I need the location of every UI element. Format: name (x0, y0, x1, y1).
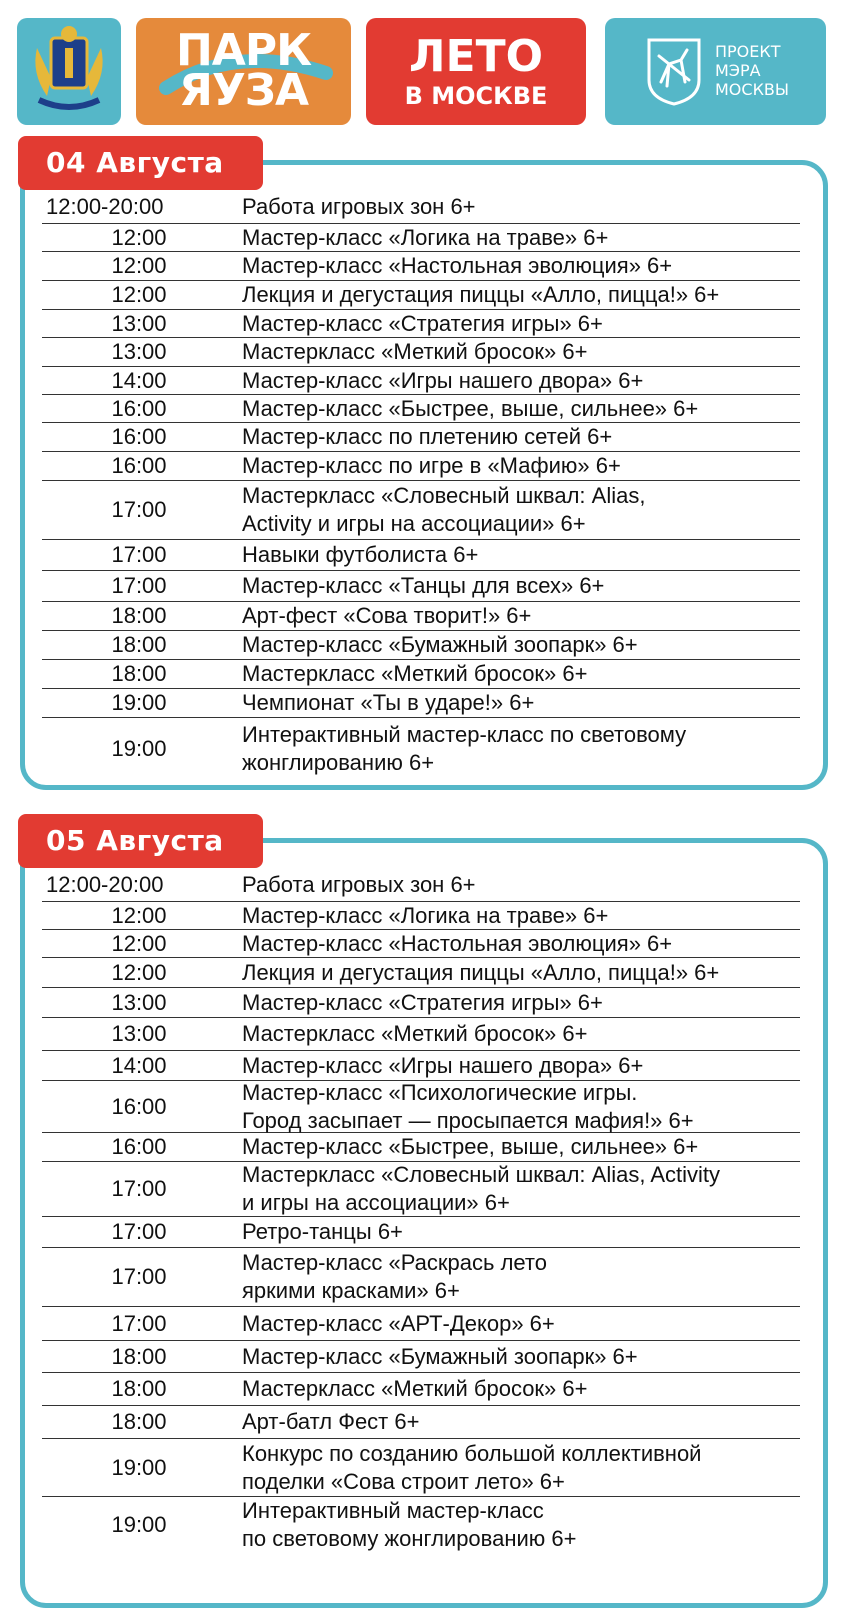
event-title: Мастер-класс «Логика на траве» 6+ (242, 902, 609, 928)
event-title: Мастер-класс «Игры нашего двора» 6+ (242, 367, 644, 393)
event-title: Чемпионат «Ты в ударе!» 6+ (242, 690, 535, 715)
event-title: Мастер-класс «Логика на траве» 6+ (242, 224, 609, 250)
event-time: 17:00 (111, 573, 167, 598)
event-time: 12:00 (111, 930, 167, 956)
event-title: Мастер-класс по плетению сетей 6+ (242, 424, 613, 449)
event-time: 18:00 (111, 1343, 167, 1369)
event-time: 17:00 (111, 497, 167, 522)
event-title: Мастер-класс «Быстрее, выше, сильнее» 6+ (242, 1134, 699, 1159)
event-title: Лекция и дегустация пиццы «Алло, пицца!» 6+ (242, 959, 720, 985)
event-time: 16:00 (111, 453, 167, 478)
event-time: 14:00 (111, 367, 167, 393)
event-title: Мастер-класс «Настольная эволюция» 6+ (242, 930, 673, 956)
event-time: 19:00 (111, 1454, 167, 1480)
header-logos (0, 0, 842, 130)
table-row (42, 481, 800, 540)
mayor-project-logo (605, 18, 826, 125)
leto-v-moskve-logo (366, 18, 586, 125)
event-title: Мастеркласс «Словесный шквал: Alias, Activity и игры на ассоциации» 6+ (242, 1162, 721, 1215)
event-time: 12:00 (111, 224, 167, 250)
table-row (42, 338, 800, 367)
table-row (42, 1373, 800, 1406)
event-time: 12:00 (111, 253, 167, 278)
table-row (42, 602, 800, 631)
event-title: Мастер-класс «Психологические игры. Город засыпает — просыпается мафия!» 6+ (242, 1079, 694, 1133)
event-time: 18:00 (111, 1376, 167, 1401)
event-time: 17:00 (111, 542, 167, 567)
event-title: Конкурс по созданию большой коллективной поделки «Сова строит лето» 6+ (242, 1440, 702, 1494)
event-time: 12:00-20:00 (46, 193, 164, 219)
table-row (42, 1133, 800, 1162)
event-title: Мастер-класс «АРТ-Декор» 6+ (242, 1310, 555, 1336)
day-1-events (42, 190, 800, 780)
event-time: 16:00 (111, 1093, 167, 1119)
table-row (42, 1497, 800, 1553)
event-title: Арт-батл Фест 6+ (242, 1409, 420, 1434)
table-row (42, 423, 800, 452)
table-row (42, 1439, 800, 1497)
event-title: Мастер-класс «Бумажный зоопарк» 6+ (242, 632, 638, 657)
event-time: 13:00 (111, 339, 167, 364)
event-title: Мастер-класс «Стратегия игры» 6+ (242, 989, 603, 1015)
event-time: 12:00 (111, 902, 167, 928)
event-title: Мастер-класс по игре в «Мафию» 6+ (242, 453, 621, 478)
event-time: 17:00 (111, 1219, 167, 1244)
event-title: Мастер-класс «Быстрее, выше, сильнее» 6+ (242, 395, 699, 421)
event-time: 16:00 (111, 395, 167, 421)
event-title: Мастеркласс «Меткий бросок» 6+ (242, 339, 588, 364)
event-time: 12:00-20:00 (46, 871, 164, 897)
event-time: 16:00 (111, 1134, 167, 1159)
event-time: 12:00 (111, 282, 167, 307)
table-row (42, 252, 800, 281)
event-title: Мастер-класс «Настольная эволюция» 6+ (242, 253, 673, 278)
table-row (42, 452, 800, 481)
event-title: Мастер-класс «Бумажный зоопарк» 6+ (242, 1343, 638, 1369)
event-title: Интерактивный мастер-класс по световому жонглированию 6+ (242, 1498, 577, 1551)
event-title: Мастер-класс «Танцы для всех» 6+ (242, 573, 605, 598)
table-row (42, 1217, 800, 1248)
event-time: 19:00 (111, 690, 167, 715)
park-logo-line2: ЯУЗА (178, 65, 309, 116)
day-date-tab: 04 Августа (18, 136, 263, 190)
event-title: Мастер-класс «Игры нашего двора» 6+ (242, 1052, 644, 1078)
table-row (42, 1081, 800, 1133)
event-title: Лекция и дегустация пиццы «Алло, пицца!» 6+ (242, 282, 720, 307)
park-logo-line1: ПАРК (175, 25, 312, 76)
table-row (42, 988, 800, 1018)
table-row (42, 224, 800, 252)
event-time: 13:00 (111, 989, 167, 1015)
event-time: 19:00 (111, 1512, 167, 1537)
table-row (42, 1341, 800, 1373)
event-title: Ретро-танцы 6+ (242, 1219, 403, 1244)
event-title: Мастер-класс «Раскрась лето яркими красками» 6+ (242, 1250, 547, 1303)
park-yauza-logo (136, 18, 351, 125)
table-row (42, 395, 800, 423)
district-coat-of-arms-icon (17, 18, 121, 125)
table-row (42, 631, 800, 660)
leto-line1: ЛЕТО (408, 31, 544, 82)
day-date-tab: 05 Августа (18, 814, 263, 868)
table-row (42, 1248, 800, 1307)
event-time: 14:00 (111, 1052, 167, 1078)
table-row (42, 310, 800, 338)
event-time: 16:00 (111, 424, 167, 449)
event-time: 18:00 (111, 661, 167, 686)
table-row (42, 571, 800, 602)
table-row (42, 660, 800, 689)
table-row (42, 540, 800, 571)
event-time: 18:00 (111, 632, 167, 657)
moscow-st-george-emblem-icon (645, 36, 703, 106)
table-row (42, 689, 800, 718)
event-time: 17:00 (111, 1310, 167, 1336)
table-row (42, 281, 800, 310)
table-row (42, 902, 800, 930)
table-row (42, 1406, 800, 1439)
event-title: Мастеркласс «Меткий бросок» 6+ (242, 661, 588, 686)
event-title: Мастер-класс «Стратегия игры» 6+ (242, 310, 603, 336)
table-row (42, 868, 800, 902)
mayor-project-text: ПРОЕКТ МЭРА МОСКВЫ (715, 42, 790, 99)
event-time: 18:00 (111, 603, 167, 628)
event-title: Мастеркласс «Меткий бросок» 6+ (242, 1376, 588, 1401)
event-time: 13:00 (111, 1021, 167, 1046)
table-row (42, 1162, 800, 1217)
event-title: Арт-фест «Сова творит!» 6+ (242, 603, 532, 628)
event-time: 17:00 (111, 1176, 167, 1201)
event-time: 13:00 (111, 310, 167, 336)
event-time: 18:00 (111, 1409, 167, 1434)
leto-line2: В МОСКВЕ (404, 82, 548, 110)
event-title: Работа игровых зон 6+ (242, 193, 476, 219)
event-time: 12:00 (111, 959, 167, 985)
table-row (42, 1307, 800, 1341)
table-row (42, 930, 800, 958)
event-time: 19:00 (111, 736, 167, 761)
table-row (42, 718, 800, 780)
table-row (42, 367, 800, 395)
event-title: Навыки футболиста 6+ (242, 542, 479, 567)
event-time: 17:00 (111, 1264, 167, 1289)
event-title: Мастеркласс «Словесный шквал: Alias, Activity и игры на ассоциации» 6+ (242, 483, 646, 536)
table-row (42, 958, 800, 988)
event-title: Работа игровых зон 6+ (242, 871, 476, 897)
event-title: Мастеркласс «Меткий бросок» 6+ (242, 1021, 588, 1046)
day-2-events (42, 868, 800, 1553)
event-title: Интерактивный мастер-класс по световому жонглированию 6+ (242, 722, 687, 775)
table-row (42, 190, 800, 224)
table-row (42, 1051, 800, 1081)
table-row (42, 1018, 800, 1051)
